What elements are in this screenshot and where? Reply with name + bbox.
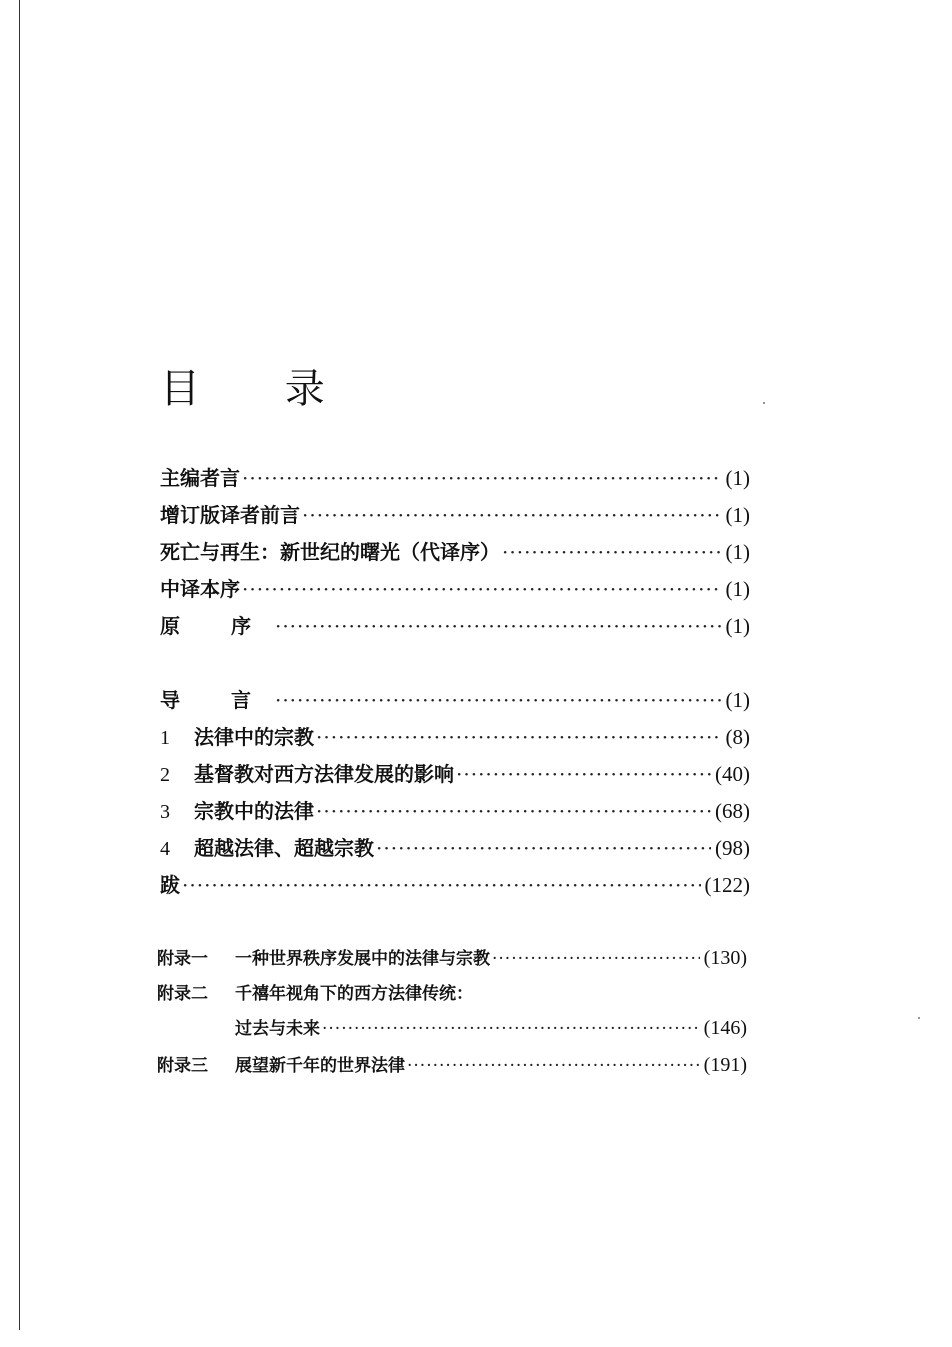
toc-page-number: (1)	[725, 577, 750, 601]
toc-entry-title	[157, 979, 473, 1004]
toc-entry-appendix-3[interactable]	[157, 1051, 747, 1077]
toc-page-number: (1)	[725, 540, 750, 564]
toc-page-number: (98)	[715, 836, 750, 860]
toc-page-number: (1)	[725, 688, 750, 712]
toc-entry-label: 超越法律、超越宗教	[194, 836, 374, 860]
toc-entry-label: 法律中的宗教	[194, 725, 314, 749]
toc-entry-title	[157, 944, 490, 969]
scan-speck	[918, 1017, 920, 1019]
toc-entry-title	[157, 1051, 405, 1076]
dot-leader	[492, 949, 700, 969]
toc-entry-title	[160, 832, 374, 861]
toc-entry-title	[157, 1014, 320, 1039]
page-title: 目 录	[160, 365, 361, 412]
dot-leader	[275, 688, 722, 712]
dot-leader	[376, 836, 711, 860]
appendix-number: 附录三	[157, 1056, 208, 1076]
toc-page-number: (191)	[703, 1054, 747, 1076]
dot-leader	[456, 762, 711, 786]
toc-page-number: (40)	[715, 762, 750, 786]
toc-entry-appendix-1[interactable]	[157, 944, 747, 970]
chapter-number: 1	[160, 727, 170, 749]
toc-entry-introduction[interactable]	[160, 684, 750, 712]
toc-page-number: (130)	[703, 947, 747, 969]
dot-leader	[242, 577, 722, 601]
toc-entry-chapter-4[interactable]	[160, 832, 750, 860]
appendix-number: 附录二	[157, 984, 208, 1004]
toc-entry-death-and-rebirth[interactable]	[160, 536, 750, 564]
toc-entry-label: 千禧年视角下的西方法律传统：	[235, 984, 473, 1004]
scan-speck	[763, 402, 765, 404]
dot-leader	[242, 466, 722, 490]
dot-leader	[302, 503, 722, 527]
dot-leader	[275, 614, 722, 638]
toc-entry-label: 中译本序	[160, 577, 240, 601]
toc-entry-appendix-2-continued[interactable]	[157, 1014, 747, 1040]
chapter-number: 2	[160, 764, 170, 786]
toc-page-number: (122)	[704, 873, 750, 897]
toc-entry-label: 展望新千年的世界法律	[235, 1056, 405, 1076]
toc-page-number: (8)	[725, 725, 750, 749]
toc-page-number: (1)	[725, 503, 750, 527]
toc-entry-afterword[interactable]	[160, 869, 750, 897]
toc-entry-label: 死亡与再生：新世纪的曙光（代译序）	[160, 540, 500, 564]
toc-entry-label: 增订版译者前言	[160, 503, 300, 527]
toc-entry-label: 原 序	[160, 614, 273, 638]
toc-page-number: (68)	[715, 799, 750, 823]
chapter-number: 4	[160, 838, 170, 860]
dot-leader	[322, 1019, 700, 1039]
toc-page-number: (146)	[703, 1017, 747, 1039]
appendix-number: 附录一	[157, 949, 208, 969]
toc-entry-translator-preface[interactable]	[160, 499, 750, 527]
dot-leader	[182, 873, 701, 897]
toc-entry-chapter-3[interactable]	[160, 795, 750, 823]
dot-leader	[502, 540, 722, 564]
toc-entry-title	[160, 758, 454, 787]
dot-leader	[316, 799, 711, 823]
dot-leader	[316, 725, 722, 749]
chapter-number: 3	[160, 801, 170, 823]
toc-page-number: (1)	[725, 466, 750, 490]
toc-entry-label: 主编者言	[160, 466, 240, 490]
toc-entry-chapter-2[interactable]	[160, 758, 750, 786]
toc-entry-label: 一种世界秩序发展中的法律与宗教	[235, 949, 490, 969]
toc-page-number: (1)	[725, 614, 750, 638]
toc-entry-chapter-1[interactable]	[160, 721, 750, 749]
dot-leader	[407, 1056, 700, 1076]
toc-entry-appendix-2[interactable]	[157, 979, 747, 1005]
toc-entry-label: 导 言	[160, 688, 273, 712]
toc-entry-label: 过去与未来	[235, 1019, 320, 1039]
toc-entry-editor-foreword[interactable]	[160, 462, 750, 490]
toc-entry-label: 宗教中的法律	[194, 799, 314, 823]
toc-entry-chinese-preface[interactable]	[160, 573, 750, 601]
toc-entry-label: 跋	[160, 873, 180, 897]
toc-entry-original-preface[interactable]	[160, 610, 750, 638]
toc-entry-title	[160, 721, 314, 750]
toc-entry-title	[160, 795, 314, 824]
binding-edge-line	[19, 0, 20, 1330]
toc-entry-label: 基督教对西方法律发展的影响	[194, 762, 454, 786]
